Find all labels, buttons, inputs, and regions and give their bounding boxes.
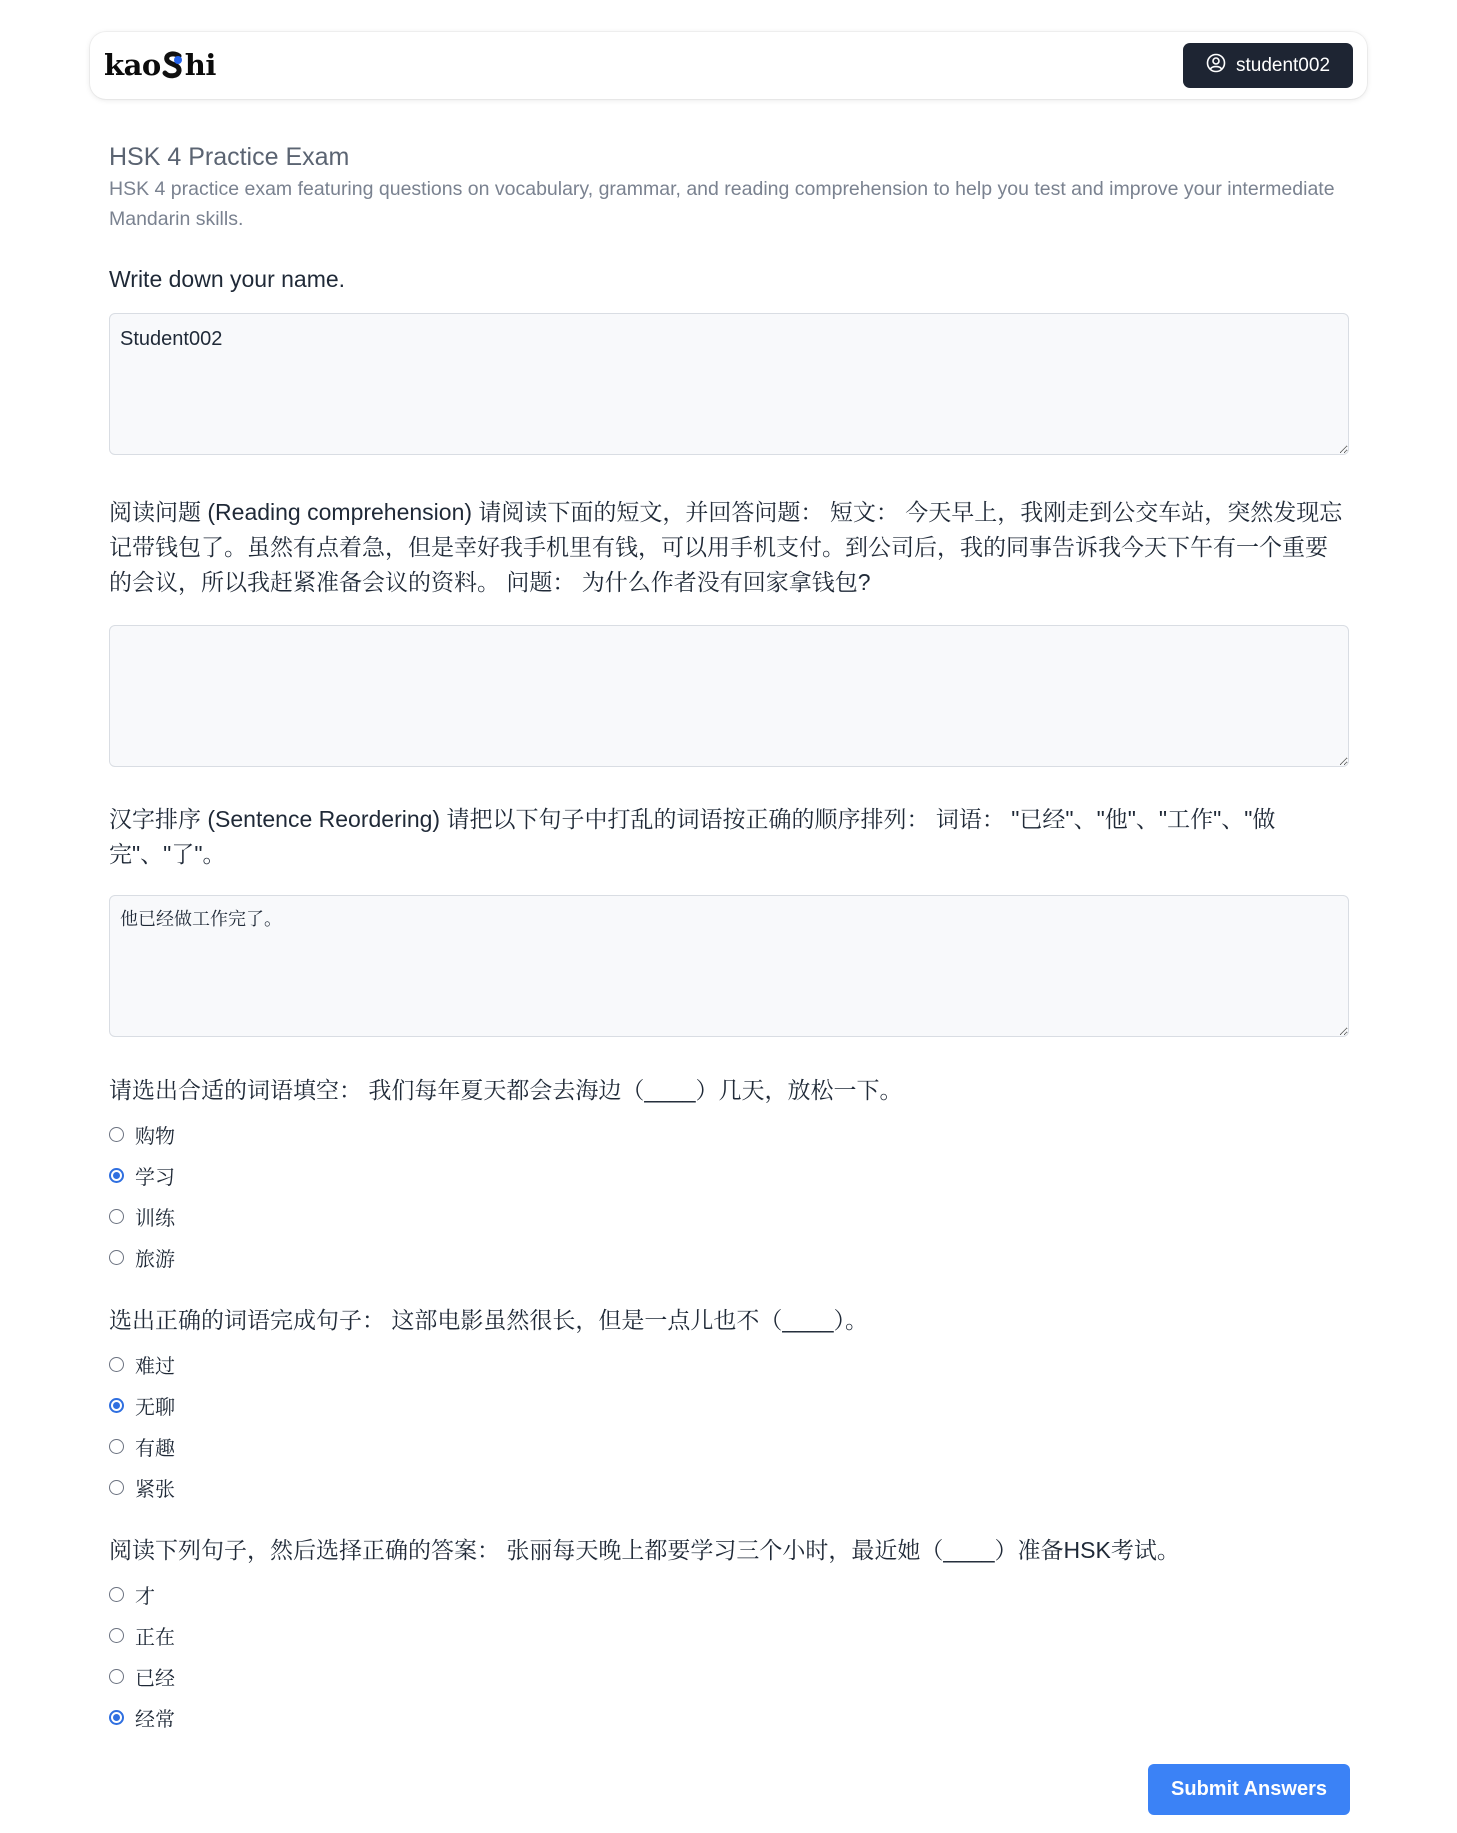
question-4-options xyxy=(109,1114,903,1278)
exam-description: HSK 4 practice exam featuring questions on vocabulary, grammar, and reading comprehension to help you test and improve your intermediate Mandarin skills. xyxy=(109,178,1335,230)
radio-button[interactable] xyxy=(109,1127,124,1142)
radio-button[interactable] xyxy=(109,1480,124,1495)
logo-s-mark-icon xyxy=(162,51,184,79)
question-5-option[interactable]: 紧张 xyxy=(109,1467,868,1508)
question-6-option[interactable]: 经常 xyxy=(109,1697,1180,1738)
question-6-option[interactable]: 才 xyxy=(109,1574,1180,1615)
radio-button-selected[interactable] xyxy=(109,1398,124,1413)
submit-answers-button[interactable]: Submit Answers xyxy=(1148,1764,1350,1815)
question-3-prompt: 汉字排序 (Sentence Reordering) 请把以下句子中打乱的词语按正确的顺序排列： 词语： "已经"、"他"、"工作"、"做完"、"了"。 xyxy=(109,806,1276,867)
question-6-prompt: 阅读下列句子，然后选择正确的答案： 张丽每天晚上都要学习三个小时，最近她（____）准备HSK考试。 xyxy=(109,1537,1180,1563)
exam-content xyxy=(109,140,1349,1731)
question-4-prompt: 请选出合适的词语填空： 我们每年夏天都会去海边（____）几天，放松一下。 xyxy=(109,1077,903,1103)
question-4-option[interactable]: 学习 xyxy=(109,1155,903,1196)
radio-button[interactable] xyxy=(109,1357,124,1372)
question-6 xyxy=(109,1533,1180,1738)
question-6-option[interactable]: 已经 xyxy=(109,1656,1180,1697)
user-circle-icon xyxy=(1206,53,1226,79)
exam-title: HSK 4 Practice Exam xyxy=(109,143,350,171)
question-5-option[interactable]: 无聊 xyxy=(109,1385,868,1426)
question-1-answer-input[interactable] xyxy=(109,313,1349,455)
user-button-label: student002 xyxy=(1235,54,1331,76)
question-5-options xyxy=(109,1344,868,1508)
question-5-prompt: 选出正确的词语完成句子： 这部电影虽然很长，但是一点儿也不（____）。 xyxy=(109,1307,869,1333)
radio-button[interactable] xyxy=(109,1250,124,1265)
question-5-option[interactable]: 有趣 xyxy=(109,1426,868,1467)
question-2-answer-input[interactable] xyxy=(109,625,1349,767)
question-1-prompt: Write down your name. xyxy=(109,266,346,292)
radio-button[interactable] xyxy=(109,1587,124,1602)
question-4-option[interactable]: 购物 xyxy=(109,1114,903,1155)
radio-button[interactable] xyxy=(109,1669,124,1684)
question-4-option[interactable]: 训练 xyxy=(109,1196,903,1237)
question-6-option[interactable]: 正在 xyxy=(109,1615,1180,1656)
radio-button[interactable] xyxy=(109,1439,124,1454)
user-account-button[interactable] xyxy=(1183,43,1353,88)
kaoshi-logo[interactable]: kao hi xyxy=(104,48,216,82)
question-6-options xyxy=(109,1574,1180,1738)
question-3-answer-input[interactable] xyxy=(109,895,1349,1037)
radio-button[interactable] xyxy=(109,1209,124,1224)
question-4 xyxy=(109,1073,903,1278)
question-4-option[interactable]: 旅游 xyxy=(109,1237,903,1278)
radio-button-selected[interactable] xyxy=(109,1710,124,1725)
top-navbar xyxy=(90,32,1367,99)
radio-button[interactable] xyxy=(109,1628,124,1643)
question-5 xyxy=(109,1303,868,1508)
question-5-option[interactable]: 难过 xyxy=(109,1344,868,1385)
radio-button-selected[interactable] xyxy=(109,1168,124,1183)
question-2-prompt: 阅读问题 (Reading comprehension) 请阅读下面的短文，并回答问题： 短文： 今天早上，我刚走到公交车站，突然发现忘记带钱包了。虽然有点着急，但是幸好我手机里有钱，可以用手机支付。到公司后，我的同事告诉我今天下午有一个重要的会议，所以我赶紧准备会议的资料。 问题： 为什么作者没有回家拿钱包? xyxy=(109,499,1343,595)
